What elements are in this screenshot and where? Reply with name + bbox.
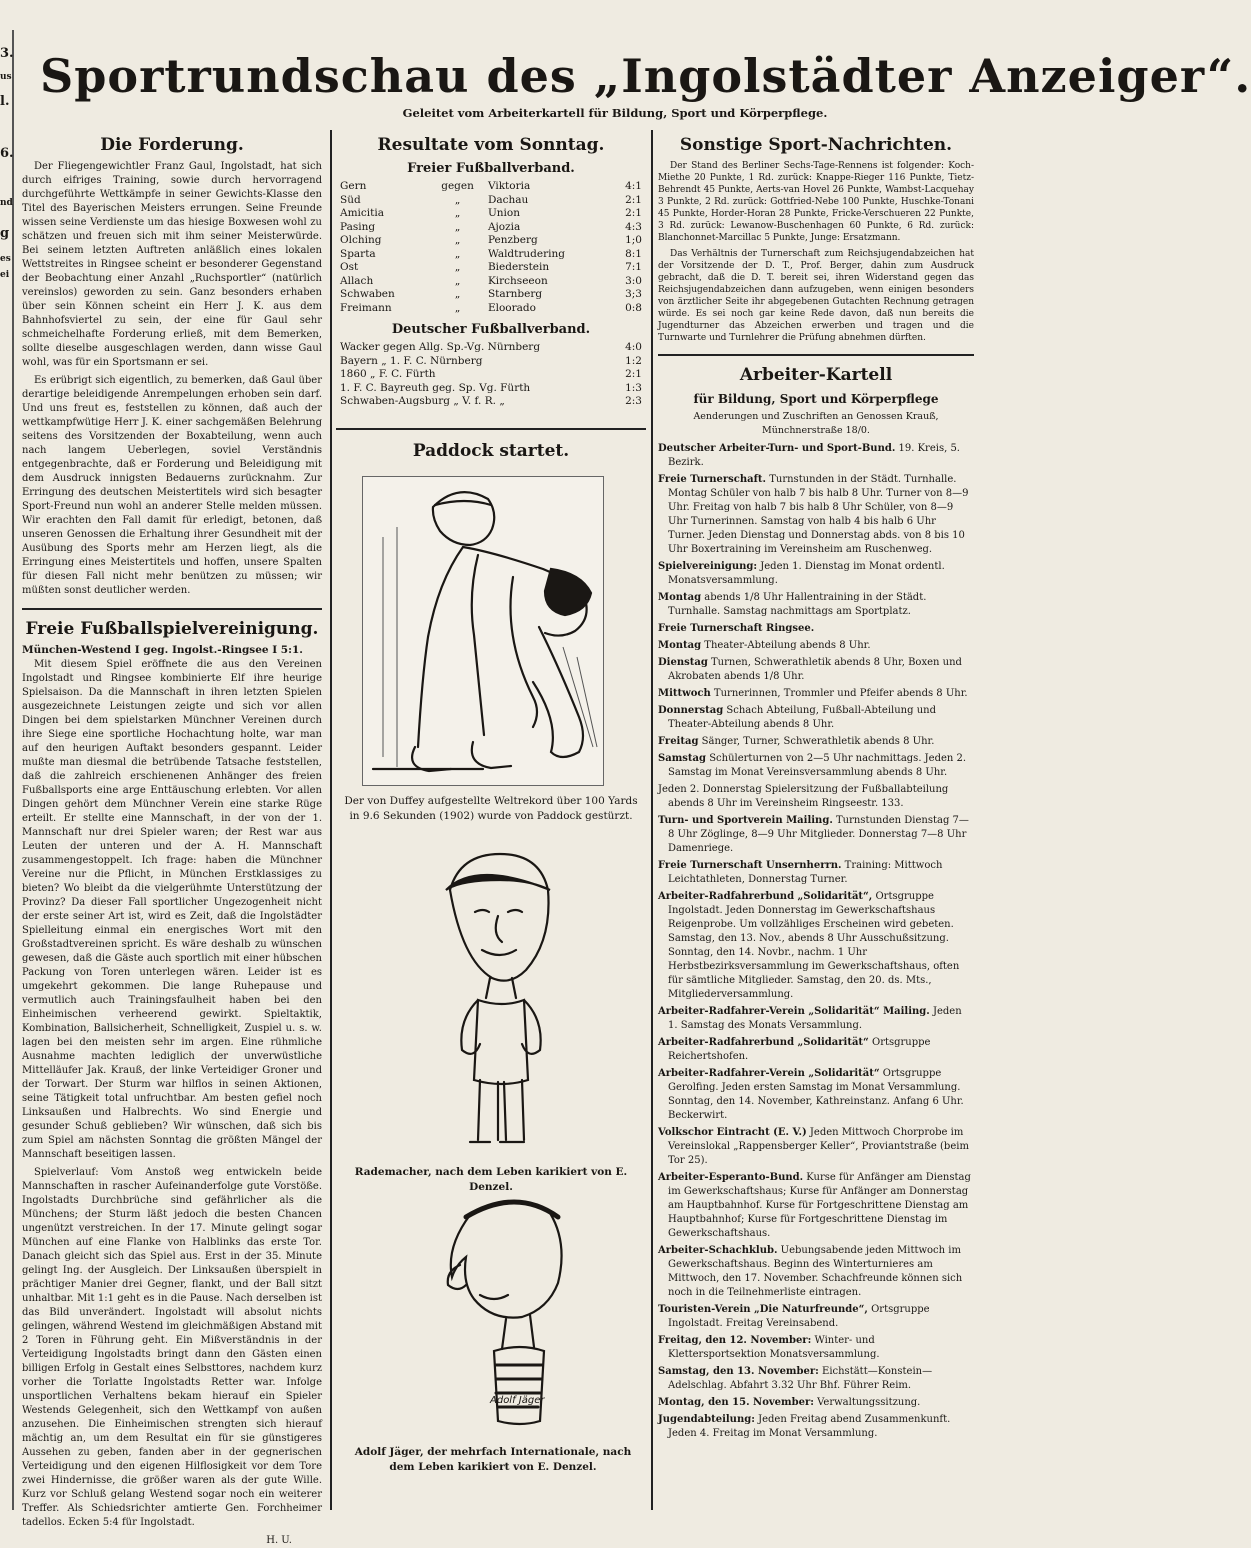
table-row: 1. F. C. Bayreuth geg. Sp. Vg. Fürth 1:3 — [340, 381, 642, 394]
kartell-calendar — [658, 442, 974, 1441]
section-divider — [658, 354, 974, 356]
paddock-caption: Der von Duffey aufgestellte Weltrekord über 100 Yards in 9.6 Sekunden (1902) wurde von Paddock gestürzt. — [344, 795, 638, 822]
left-column — [22, 134, 322, 1546]
kartell-subheading: für Bildung, Sport und Körperpflege — [693, 392, 939, 406]
table-row: Gern gegen Viktoria 4:1 — [340, 180, 642, 192]
results-column — [338, 134, 644, 434]
table-row: 1860 „ F. C. Fürth 2:1 — [340, 368, 642, 380]
table-row: Sparta „ Waldtrudering 8:1 — [340, 247, 642, 260]
deutscher-heading: Deutscher Fußballverband. — [391, 322, 591, 337]
jaeger-caption: Adolf Jäger, der mehrfach Internationale, nach dem Leben karikiert von E. Denzel. — [354, 1446, 632, 1473]
list-item: Deutscher Arbeiter-Turn- und Sport-Bund. 19. Kreis, 5. Bezirk. — [658, 443, 960, 468]
list-item: Spielvereinigung: Jeden 1. Dienstag im Monat ordentl. Monatsversammlung. — [658, 561, 945, 586]
table-row: Pasing „ Ajozia 4:3 — [340, 220, 642, 233]
list-item: Mittwoch Turnerinnen, Trommler und Pfeifer abends 8 Uhr. — [658, 688, 968, 699]
edge-fragment: nd — [0, 198, 13, 208]
section-divider — [22, 608, 322, 610]
list-item: Samstag, den 13. November: Eichstätt—Konstein—Adelschlag. Abfahrt 3.32 Uhr Bhf. Führer Reim. — [658, 1366, 933, 1391]
list-item: Freitag Sänger, Turner, Schwerathletik abends 8 Uhr. — [658, 736, 935, 747]
column-rule-right — [651, 130, 653, 1510]
list-item: Jugendabteilung: Jeden Freitag abend Zusammenkunft. Jeden 4. Freitag im Monat Versammlung. — [658, 1414, 951, 1439]
paddock-illustration — [362, 476, 604, 786]
list-item: Montag Theater-Abteilung abends 8 Uhr. — [658, 640, 871, 651]
kartell-heading: Arbeiter-Kartell — [739, 365, 893, 385]
list-item: Arbeiter-Radfahrer-Verein „Solidarität“ Ortsgruppe Gerolfing. Jeden ersten Samstag im Monat Versammlung. Sonntag, den 14. November, Kathreinstanz. Anfang 6 Uhr. Beckerwirt. — [658, 1068, 964, 1121]
list-item: Freitag, den 12. November: Winter- und Klettersportsektion Monatsversammlung. — [658, 1335, 880, 1360]
fussball-paragraph: Spielverlauf: Vom Anstoß weg entwickeln beide Mannschaften in rascher Aufeinanderfolge gute Vorstöße. Ingolstadts Durchbrüche sind gefährlicher als die Münchens; der Sturm läßt jedoch die besten Chancen ungenützt verstreichen. In der 17. Minute gelingt sogar München auf eine Flanke von Halblinks das erste Tor. Danach gleicht sich das Spiel aus. Erst in der 35. Minute gelingt Ing. der Ausgleich. Der Linksaußen überspielt in prächtiger Manier drei Gegner, flankt, und der Ball sitzt unhaltbar. Mit 1:1 geht es in die Pause. Nach derselben ist das Bild unverändert. Ingolstadt will absolut nichts gelingen, während Westend im gleichmäßigen Abstand mit 2 Toren in Führung geht. Ein Mißverständnis in der Verteidigung Ingolstadts bringt dann den Gästen einen billigen Erfolg in Gestalt eines Selbsttores, nachdem kurz vorher die Torlatte Ingolstadts Retter war. Infolge unsportlichen Verhaltens bekam hierauf ein Spieler Westends Gelegenheit, sich den Wettkampf von außen anzusehen. Die Einheimischen strengten sich hierauf mächtig an, um dem Resultat ein für sie günstigeres Aussehen zu geben, fanden aber in der gegnerischen Verteidigung und den eigenen Hilflosigkeit vor dem Tore zwei Hindernisse, die größer waren als der gute Wille. Kurz vor Schluß gelang Westend sogar noch ein weiterer Treffer. Als Schiedsrichter amtierte Gen. Forchheimer tadellos. Ecken 5:4 für Ingolstadt. — [22, 1167, 322, 1528]
list-item: Donnerstag Schach Abteilung, Fußball-Abteilung und Theater-Abteilung abends 8 Uhr. — [658, 705, 936, 730]
list-item: Montag, den 15. November: Verwaltungssitzung. — [658, 1397, 921, 1408]
rademacher-caption: Rademacher, nach dem Leben karikiert von E. Denzel. — [354, 1166, 628, 1193]
table-row: Schwaben-Augsburg „ V. f. R. „ 2:3 — [340, 395, 642, 407]
fussball-heading: Freie Fußballspielvereinigung. — [25, 619, 319, 639]
fussball-match-line: München-Westend I geg. Ingolst.-Ringsee I 5:1. — [22, 644, 303, 656]
sprinter-drawing — [363, 477, 603, 785]
list-item: Freie Turnerschaft Unsernherrn. Training: Mittwoch Leichtathleten, Donnerstag Turner. — [658, 860, 943, 885]
edge-fragment: 3. — [0, 46, 14, 61]
list-item: Freie Turnerschaft. Turnstunden in der Städt. Turnhalle. Montag Schüler von halb 7 bis halb 8 Uhr. Turner von 8—9 Uhr. Freitag von halb 7 bis halb 8 Uhr Schüler, von 8—9 Uhr Turnerinnen. Samstag von halb 4 bis halb 6 Uhr Turner. Jeden Dienstag und Donnerstag abds. von 8 bis 10 Uhr Boxertraining im Vereinsheim am Ruschenweg. — [658, 474, 969, 555]
list-item: Freie Turnerschaft Ringsee. — [658, 623, 815, 634]
sonstige-heading: Sonstige Sport-Nachrichten. — [679, 135, 953, 155]
freier-heading: Freier Fußballverband. — [407, 161, 575, 176]
list-item: Arbeiter-Schachklub. Uebungsabende jeden Mittwoch im Gewerkschaftshaus. Beginn des Winterturnieres am Mittwoch, den 17. November. Schachfreunde können sich noch in die Teilnehmerliste eintragen. — [658, 1245, 963, 1298]
column-rule-left — [330, 130, 332, 1510]
table-row: Freimann „ Eloorado 0:8 — [340, 301, 642, 314]
kartell-note: Aenderungen und Zuschriften an Genossen Krauß, Münchnerstraße 18/0. — [693, 411, 939, 436]
masthead-title: Sportrundschau des „Ingolstädter Anzeiger“. — [40, 49, 1251, 103]
sonstige-paragraph: Der Stand des Berliner Sechs-Tage-Rennens ist folgender: Koch-Miethe 20 Punkte, 1 Rd. zurück: Knappe-Rieger 116 Punkte, Tietz-Behrendt 45 Punkte, Aerts-van Hovel 26 Punkte, Wambst-Lacquehay 3 Punkte, 2 Rd. zurück: Gottfried-Nebe 100 Punkte, Huschke-Tonani 45 Punkte, Horder-Horan 28 Punkte, Fricke-Verschueren 22 Punkte, 3 Rd. zurück: Lewanow-Buschenhagen 60 Punkte, 6 Rd. zurück: Blanchonnet-Marcillac 5 Punkte, Junge: Ersatzmann. — [658, 161, 974, 243]
edge-fragment: ei — [0, 270, 10, 280]
list-item: Arbeiter-Esperanto-Bund. Kurse für Anfänger am Dienstag im Gewerkschaftshaus; Kurse für Anfänger am Donnerstag am Hauptbahnhof. Kurse für Fortgeschrittene Dienstag am Hauptbahnhof; Kurse für Fortgeschrittene Dienstag im Gewerkschaftshaus. — [658, 1172, 971, 1239]
jaeger-signature: Adolf Jäger — [490, 1395, 545, 1406]
table-row: Olching „ Penzberg 1;0 — [340, 234, 642, 246]
forderung-paragraph: Der Fliegengewichtler Franz Gaul, Ingolstadt, hat sich durch eifriges Training, sowie durch hervorragend durchgeführte Wettkämpfe in seiner Gewichts-Klasse den Titel des Bayerischen Meisters errungen. Seine Freunde wissen seine Verdienste um das hiesige Boxwesen wohl zu schätzen und freuen sich mit ihm seiner Meisterwürde. Bei seinem letzten Auftreten anläßlich eines lokalen Wettstreites in Ringsee scheint er besonderer Gegenstand der Beobachtung einer Anzahl „Ruchsportler“ (natürlich vereinslos) geworden zu sein. Ganz besonders erhaben über sein Können scheint ein Herr J. K. aus dem Bahnhofsviertel zu sein, der eine für Gaul sehr schmeichelhafte Forderung erließ, mit dem Bemerken, sollte dieselbe ausgeschlagen werden, dann wisse Gaul wohl, was für ein Sportsmann er sei. — [22, 161, 322, 368]
results-heading: Resultate vom Sonntag. — [377, 135, 605, 155]
list-item: Arbeiter-Radfahrerbund „Solidarität“ Ortsgruppe Reichertshofen. — [658, 1037, 931, 1062]
sonstige-paragraph: Das Verhältnis der Turnerschaft zum Reichsjugendabzeichen hat der Vorsitzende der D. T., Prof. Berger, dahin zum Ausdruck gebracht, daß die D. T. bereit sei, ihren Widerstand gegen das Reichsjugendabzeichen dann aufzugeben, wenn einigen besonders von ärztlicher Seite ihr abgegebenen Gutachten Rechnung getragen würde. Es sei noch gar keine Rede davon, daß nun bereits die Jugendturner das Abzeichen erwerben und tragen und die Turnwarte und Turnlehrer die Prüfung abnehmen dürften. — [658, 249, 974, 343]
list-item: Jeden 2. Donnerstag Spielersitzung der Fußballabteilung abends 8 Uhr im Vereinsheim Ringseestr. 133. — [658, 784, 949, 809]
edge-fragment: l. — [0, 94, 10, 109]
edge-fragment: es — [0, 254, 11, 264]
deutscher-results-table — [338, 341, 644, 409]
list-item: Volkschor Eintracht (E. V.) Jeden Mittwoch Chorprobe im Vereinslokal „Rappensberger Keller“, Proviantstraße (beim Tor 25). — [658, 1127, 969, 1166]
paddock-heading: Paddock startet. — [412, 441, 570, 461]
edge-fragment: 6. — [0, 146, 14, 161]
freier-results-table — [338, 180, 644, 315]
jaeger-caricature — [410, 1195, 610, 1430]
list-item: Turn- und Sportverein Mailing. Turnstunden Dienstag 7—8 Uhr Zöglinge, 8—9 Uhr Mitglieder. Donnerstag 7—8 Uhr Damenriege. — [658, 815, 969, 854]
page-edge-fragments — [0, 30, 14, 1510]
edge-fragment: g — [0, 226, 10, 241]
forderung-heading: Die Forderung. — [100, 135, 244, 155]
fussball-signature: H. U. — [266, 1535, 292, 1546]
list-item: Arbeiter-Radfahrerbund „Solidarität“, Ortsgruppe Ingolstadt. Jeden Donnerstag im Gewerkschaftshaus Reigenprobe. Um vollzähliges Erscheinen wird gebeten. Samstag, den 13. Nov., abends 8 Uhr Ausschußsitzung. Sonntag, den 14. Novbr., nachm. 1 Uhr Herbstbezirksversammlung im Gewerkschaftshaus, often für sämtliche Mitglieder. Samstag, den 20. ds. Mts., Mitgliederversammlung. — [658, 891, 960, 1000]
list-item: Dienstag Turnen, Schwerathletik abends 8 Uhr, Boxen und Akrobaten abends 1/8 Uhr. — [658, 657, 962, 682]
list-item: Arbeiter-Radfahrer-Verein „Solidarität“ Mailing. Jeden 1. Samstag des Monats Versammlung. — [658, 1006, 962, 1031]
masthead-subtitle: Geleitet vom Arbeiterkartell für Bildung, Sport und Körperpflege. — [402, 106, 828, 120]
table-row: Ost „ Biederstein 7:1 — [340, 261, 642, 273]
table-row: Allach „ Kirchseeon 3:0 — [340, 274, 642, 287]
list-item: Montag abends 1/8 Uhr Hallentraining in der Städt. Turnhalle. Samstag nachmittags am Sportplatz. — [658, 592, 927, 617]
forderung-paragraph: Es erübrigt sich eigentlich, zu bemerken, daß Gaul über derartige beleidigende Anrempelungen erhoben sein darf. Und uns freut es, feststellen zu können, daß auch der wettkampfwütige Herr J. K. einer sachgemäßen Belehrung seitens des Vorsitzenden der Boxabteilung, wenn auch nach langem Ueberlegen, soviel Verständnis entgegenbrachte, daß er Forderung und Beleidigung mit dem Ausdruck innigsten Bedauerns zurücknahm. Zur Erringung des deutschen Meistertitels wird sich besagter Sport-Freund nun wohl an anderer Stelle melden müssen. Wir erachten den Fall damit für erledigt, betonen, daß unseren Genossen die Erhaltung ihrer Gesundheit mit der Ausübung des Sports mehr am Herzen liegt, als die Erringung eines Meistertitels und hoffen, unsere Spalten für diesen Fall nicht mehr benützen zu müssen; wir müßten sonst deutlicher werden. — [22, 375, 322, 596]
right-column — [658, 134, 974, 1509]
table-row: Bayern „ 1. F. C. Nürnberg 1:2 — [340, 354, 642, 367]
edge-fragment: us — [0, 72, 12, 82]
table-row: Amicitia „ Union 2:1 — [340, 207, 642, 219]
list-item: Samstag Schülerturnen von 2—5 Uhr nachmittags. Jeden 2. Samstag im Monat Vereinsversammlung abends 8 Uhr. — [658, 753, 967, 778]
fussball-paragraph: Mit diesem Spiel eröffnete die aus den Vereinen Ingolstadt und Ringsee kombinierte Elf ihre heurige Spielsaison. Da die Mannschaft in ihren letzten Spielen ausgezeichnete Leistungen zeigte und sich vor allen Dingen bei dem spielstarken Münchner Vereinen durch ihre Siege eine sportliche Hochachtung holte, war man auf den heurigen Auftakt besonders gespannt. Leider mußte man diesmal die betrübende Tatsache feststellen, daß die zahlreich erschienenen Anhänger des freien Fußballsports eine arge Enttäuschung erlebten. Vor allen Dingen gehört dem Münchner Verein eine starke Rüge erteilt. Er stellte eine Mannschaft, in der von der 1. Mannschaft nur drei Spieler waren; der Rest war aus Leuten der unteren und der A. H. Mannschaft zusammengestoppelt. Ich frage: haben die Münchner Vereine nur die Pflicht, in München Erstklassiges zu bieten? Wo bleibt da die vielgerühmte Unterstützung der Provinz? Da dieser Fall sportlicher Ungezogenheit nicht der erste seiner Art ist, wird es Zeit, daß die Ingolstädter Spielleitung einmal ein energisches Wort mit den Großstadtvereinen spricht. Es wäre deshalb zu wünschen gewesen, daß die Gäste auch sportlich mit einer hübschen Packung von Toren unterlegen wären. Leider ist es umgekehrt gekommen. Die lange Ruhepause und vermutlich auch Trainingsfaulheit haben bei den Einheimischen verheerend gewirkt. Spieltaktik, Kombination, Ballsicherheit, Schnelligkeit, Zuspiel u. s. w. lagen bei den meisten sehr im argen. Eine rühmliche Ausnahme machten lediglich der unverwüstliche Mittelläufer Jak. Krauß, der linke Verteidiger Groner und der Torwart. Der Sturm war hilflos in seinen Aktionen, seine Tätigkeit total unfruchtbar. Am besten gefiel noch Linksaußen und Halbrechts. Wo sind Energie und gesunder Schuß geblieben? Wir wünschen, daß sich bis zum Spiel am nächsten Sonntag die größten Mängel der Mannschaft beseitigen lassen. — [22, 659, 322, 1160]
table-row: Süd „ Dachau 2:1 — [340, 193, 642, 206]
rademacher-caricature — [420, 850, 580, 1155]
list-item: Touristen-Verein „Die Naturfreunde“, Ortsgruppe Ingolstadt. Freitag Vereinsabend. — [658, 1304, 930, 1329]
table-row: Wacker gegen Allg. Sp.-Vg. Nürnberg 4:0 — [340, 341, 642, 353]
table-row: Schwaben „ Starnberg 3;3 — [340, 288, 642, 300]
rademacher-drawing — [420, 850, 580, 1155]
section-divider — [336, 428, 646, 430]
